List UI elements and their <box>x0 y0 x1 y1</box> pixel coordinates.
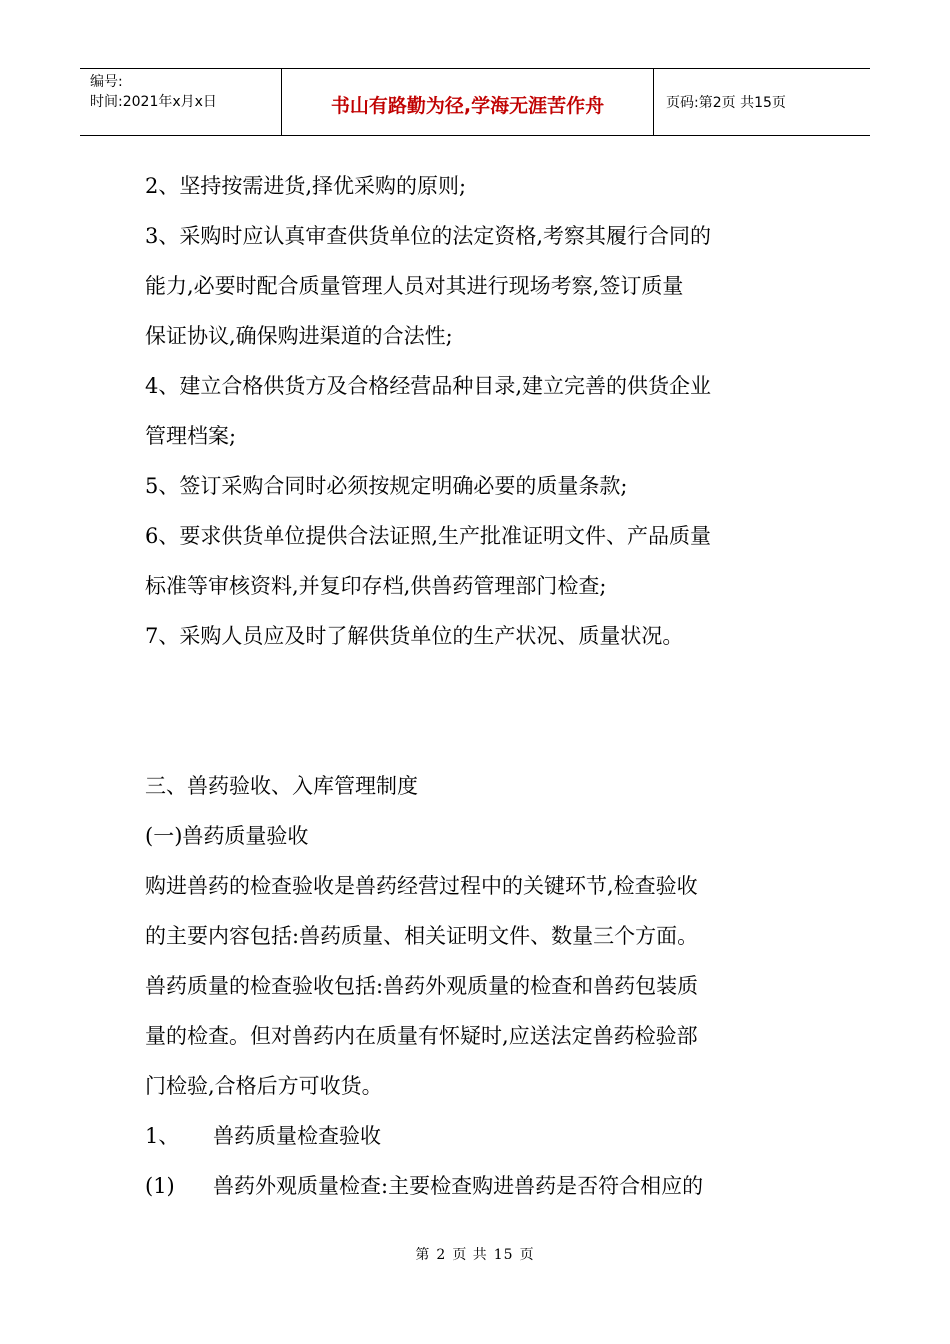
body-line: 4、建立合格供货方及合格经营品种目录,建立完善的供货企业 <box>145 374 712 398</box>
paragraph-line: 兽药质量的检查验收包括:兽药外观质量的检查和兽药包装质 <box>145 974 699 998</box>
footer-total-pages: 15 <box>493 1247 514 1263</box>
body-line: 标准等审核资料,并复印存档,供兽药管理部门检查; <box>145 574 607 598</box>
page-footer <box>0 1244 950 1264</box>
list-item-number: 1、 <box>145 1124 180 1148</box>
footer-suffix: 页 <box>519 1247 535 1263</box>
sub-item-text: 兽药外观质量检查:主要检查购进兽药是否符合相应的 <box>213 1174 704 1198</box>
sub-item-number: (1) <box>145 1174 175 1198</box>
document-body <box>145 161 815 1211</box>
body-line: 6、要求供货单位提供合法证照,生产批准证明文件、产品质量 <box>145 524 712 548</box>
footer-middle: 页 共 <box>452 1247 488 1263</box>
paragraph-line: 购进兽药的检查验收是兽药经营过程中的关键环节,检查验收 <box>145 874 698 898</box>
document-time-label: 时间:2021年x月x日 <box>90 94 217 110</box>
body-line: 2、坚持按需进货,择优采购的原则; <box>145 174 467 198</box>
section-spacer <box>145 661 815 761</box>
header-page-info: 页码:第2页 共15页 <box>666 95 786 111</box>
body-line: 能力,必要时配合质量管理人员对其进行现场考察,签订质量 <box>145 274 684 298</box>
footer-page-number: 2 <box>436 1247 447 1263</box>
header-meta-cell <box>80 69 282 135</box>
subsection-title: (一)兽药质量验收 <box>145 824 309 848</box>
body-line: 管理档案; <box>145 424 237 448</box>
paragraph-line: 的主要内容包括:兽药质量、相关证明文件、数量三个方面。 <box>145 924 699 948</box>
body-line: 5、签订采购合同时必须按规定明确必要的质量条款; <box>145 474 628 498</box>
list-item-1 <box>145 1111 815 1161</box>
paragraph-line: 门检验,合格后方可收货。 <box>145 1074 383 1098</box>
page-header <box>80 68 870 136</box>
section-title: 三、兽药验收、入库管理制度 <box>145 774 418 798</box>
header-motto: 书山有路勤为径,学海无涯苦作舟 <box>282 69 654 135</box>
body-line: 7、采购人员应及时了解供货单位的生产状况、质量状况。 <box>145 624 684 648</box>
sub-item-1 <box>145 1161 815 1211</box>
document-number-label: 编号: <box>90 74 123 90</box>
body-line: 3、采购时应认真审查供货单位的法定资格,考察其履行合同的 <box>145 224 712 248</box>
list-item-text: 兽药质量检查验收 <box>213 1124 381 1148</box>
paragraph-line: 量的检查。但对兽药内在质量有怀疑时,应送法定兽药检验部 <box>145 1024 698 1048</box>
footer-prefix: 第 <box>415 1247 431 1263</box>
body-line: 保证协议,确保购进渠道的合法性; <box>145 324 453 348</box>
